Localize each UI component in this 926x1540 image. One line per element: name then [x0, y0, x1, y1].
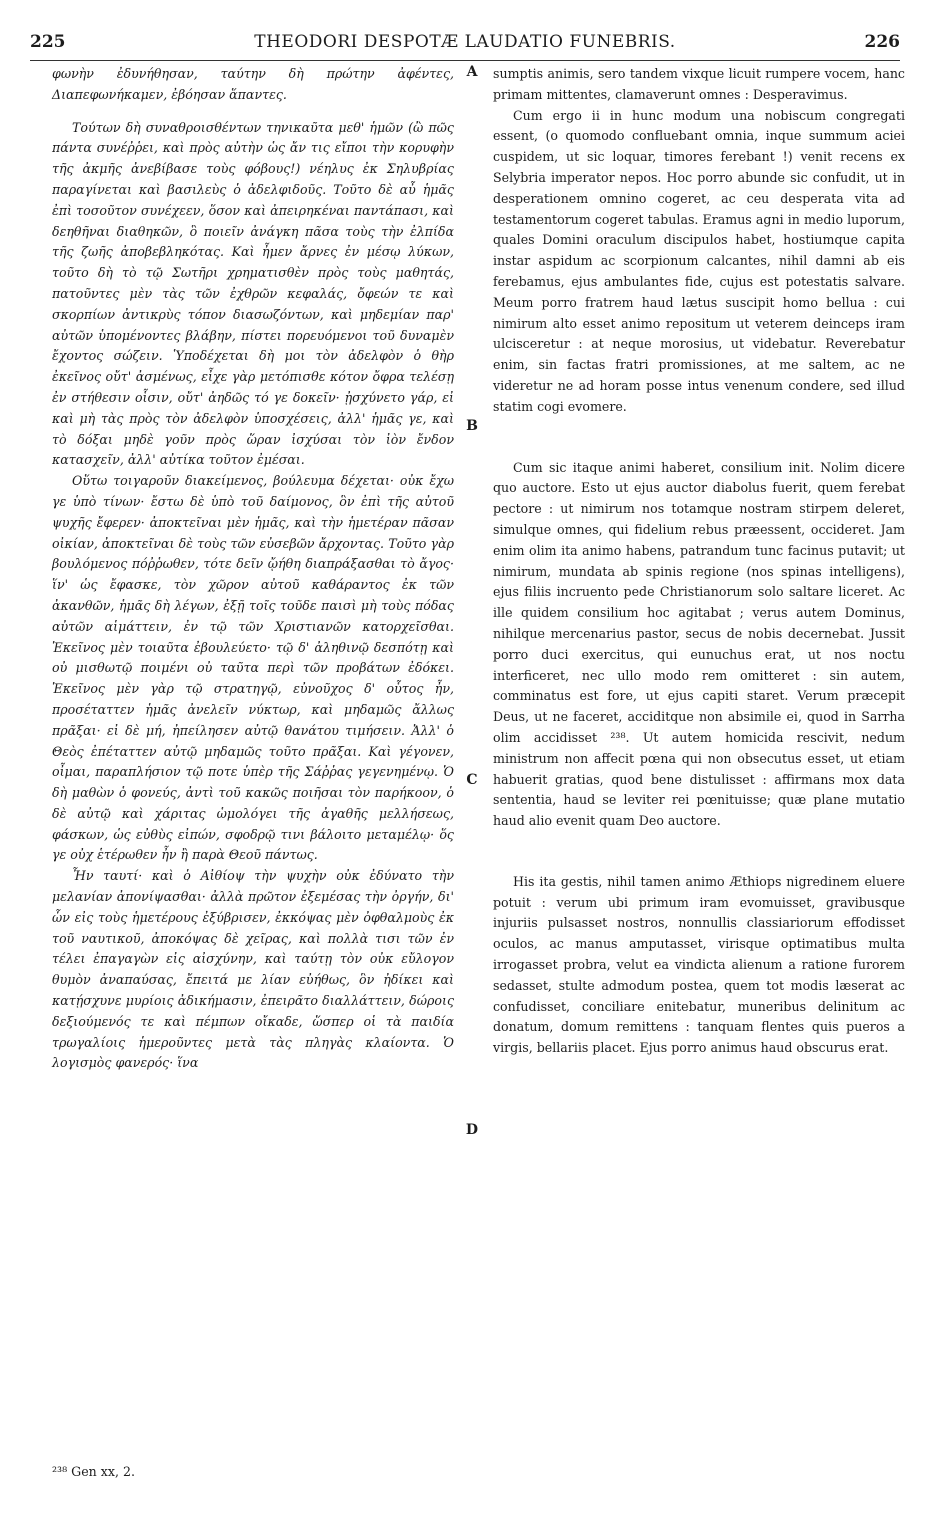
- greek-paragraph: Τούτων δὴ συναθροισθέντων τηνικαῦτα μεθ' ἡμῶν (ὢ πῶς πάντα συνέῤῥει, καὶ πρὸς αὐτὴν ὡς ἄν τις εἴποι τὴν κορυφὴν τῆς ἀκμῆς ἀνεβίβασε τοὺς φόβους!) νέηλυς ἐκ Σηλυβρίας παραγίνεται καὶ βασιλεὺς ὁ ἀδελφιδοῦς. Τοῦτο δὲ αὖ ἡμᾶς ἐπὶ τοσοῦτον συνέχεεν, ὅσον καὶ ἀπειρηκέναι παντάπασι, καὶ δεηθῆναι διαθηκῶν, ὃ ποιεῖν ἀνάγκη πᾶσα τοὺς τὴν ἐλπίδα τῆς ζωῆς ἀποβεβληκότας. Καὶ ἦμεν ἄρνες ἐν μέσῳ λύκων, τοῦτο δὴ τὸ τῷ Σωτῆρι χρηματισθὲν πρὸς τοὺς μαθητάς, πατοῦντες μὲν τὰς τῶν ἐχθρῶν κεφαλάς, ὄφεών τε καὶ σκορπίων ἀντικρὺς τόπον διασωζόντων, καὶ μηδεμίαν παρ' αὐτῶν ὑπομένοντες βλάβην, πίστει πορευόμενοι τοῦ δυναμὲν ἔχοντος σώζειν. Ὑποδέχεται δὴ μοι τὸν ἀδελφὸν ὁ θὴρ ἐκεῖνος οὔτ' ἀσμένως, εἶχε γὰρ μετόπισθε κότον ὄφρα τελέσῃ ἐν στήθεσιν οἷσιν, οὔτ' ἀηδῶς τό γε δοκεῖν· ᾐσχύνετο γάρ, εἰ καὶ μὴ τὰς πρὸς τὸν ἀδελφὸν ὑποσχέσεις, ἀλλ' ἡμᾶς γε, καὶ τὸ δόξαι μηδὲ γοῦν πρὸς ὥραν ἰσχύσαι τὸν ἰὸν ἔνδον κατασχεῖν, ἀλλ' αὐτίκα τοῦτον ἐμέσαι.: [52, 119, 454, 468]
- greek-paragraph: Οὕτω τοιγαροῦν διακείμενος, βούλευμα δέχεται· οὐκ ἔχω γε ὑπὸ τίνων· ἔστω δὲ ὑπὸ τοῦ δαίμονος, ὃν ἐπὶ τῆς αὐτοῦ ψυχῆς ἔφερεν· ἀποκτεῖναι μὲν ἡμᾶς, καὶ τὴν ἡμετέραν πᾶσαν οἰκίαν, ἀποκτεῖναι δὲ τοὺς τῶν εὐσεβῶν ἄρχοντας. Τοῦτο γὰρ βουλόμενος πόῤῥωθεν, τότε δεῖν ᾤήθη διαπράξασθαι τὸ ἄγος· ἵν' ὡς ἔφασκε, τὸν χῶρον αὐτοῦ καθάραντος ἐκ τῶν ἀκανθῶν, ἡμᾶς δὴ λέγων, ἐξῇ τοῖς τοῦδε παισὶ μὴ τοὺς πόδας αὐτῶν αἱμάττειν, ἐν τῷ τῶν Χριστιανῶν κατορχεῖσθαι. Ἐκεῖνος μὲν τοιαῦτα ἐβουλεύετο· τῷ δ' ἀληθινῷ δεσπότῃ καὶ οὐ μισθωτῷ ποιμένι οὐ ταῦτα περὶ τῶν προβάτων ἐδόκει. Ἐκεῖνος μὲν γὰρ τῷ στρατηγῷ, εὐνοῦχος δ' οὗτος ἦν, προσέταττεν ἡμᾶς ἀνελεῖν νύκτωρ, καὶ μηδαμῶς ἄλλως πρᾶξαι· εἰ δὲ μή, ἠπείλησεν αὐτῷ θανάτου τιμήσειν. Ἀλλ' ὁ Θεὸς ἐπέταττεν αὐτῷ μηδαμῶς τοῦτο πρᾶξαι. Καὶ γέγονεν, οἶμαι, παραπλήσιον τῷ ποτε ὑπὲρ τῆς Σάῤῥας γεγενημένῳ. Ὁ δὴ μαθὼν ὁ φονεύς, ἀντὶ τοῦ κακῶς ποιῆσαι τὸν παρήκοον, ὁ δὲ αὐτῷ καὶ χάριτας ὡμολόγει τῆς ἀγαθῆς μελλήσεως, φάσκων, ὡς εὐθὺς εἰπών, σφοδρῷ τινι βάλοιτο μεταμέλῳ· ὅς γε οὐχ ἑτέρωθεν ἦν ἢ παρὰ Θεοῦ πάντως.: [52, 473, 454, 863]
- greek-column: [52, 64, 454, 1074]
- latin-paragraph: sumptis animis, sero tandem vixque licuit rumpere vocem, hanc primam mittentes, clamaverunt omnes : Desperavimus.: [493, 66, 905, 102]
- section-marker-d: D: [465, 1122, 479, 1138]
- running-title: THEODORI DESPOTÆ LAUDATIO FUNEBRIS.: [254, 32, 676, 52]
- greek-paragraph: Ἦν ταυτί· καὶ ὁ Αἰθίοψ τὴν ψυχὴν οὐκ ἐδύνατο τὴν μελανίαν ἀπονίψασθαι· ἀλλὰ πρῶτον ἐξεμέσας τὴν ὀργήν, δι' ὧν εἰς τοὺς ἡμετέρους ἐξύβρισεν, ἐκκόψας μὲν ὀφθαλμοὺς ἐκ τοῦ ναυτικοῦ, ἀποκόψας δὲ χεῖρας, καὶ πολλὰ τισι τῶν ἐν τέλει ἐπαγαγὼν εἰς αἰσχύνην, καὶ ταύτῃ τὸν οὐκ εὔλογον θυμὸν ἀναπαύσας, ἔπειτά με λίαν εὐήθως, ὃν ἠδίκει καὶ κατῄσχυνε μυρίοις ἀδικήμασιν, ἐπειρᾶτο διαλλάττειν, δώροις δεξιούμενός τε καὶ πέμπων οἴκαδε, ὥσπερ οἱ τὰ παιδία τρωγαλίοις ἡμεροῦντες μετὰ τὰς πληγὰς κλαίοντα. Ὁ λογισμὸς φανερός· ἵνα: [52, 868, 454, 1071]
- latin-paragraph: His ita gestis, nihil tamen animo Æthiops nigredinem eluere potuit : verum ubi primum iram evomuisset, gravibusque injuriis pulsasset nostros, nonnullis classiariorum effodisset oculos, ac manus amputasset, virisque optimatibus multa irrogasset probra, velut ea vindicta alienum a ratione furorem sedasset, stulte admodum postea, quem tot modis læserat ac confudisset, conciliare enitebatur, muneribus delinitum ac donatum, domum remittens : tanquam flentes quis pueros a virgis, bellariis placet. Ejus porro animus haud obscurus erat.: [493, 873, 905, 1056]
- latin-column: [493, 64, 905, 1059]
- section-marker-c: C: [466, 772, 478, 788]
- page-number-right: 226: [864, 32, 900, 52]
- page-number-left: 225: [30, 32, 66, 52]
- footnote: ²³⁸ Gen xx, 2.: [52, 1464, 136, 1479]
- running-header: [30, 32, 900, 61]
- section-marker-a: A: [466, 64, 478, 80]
- latin-paragraph: Cum ergo ii in hunc modum una nobiscum congregati essent, (o quomodo confluebant omnia, inque summum aciei cuspidem, ut sic loquar, timores ferebant !) venit recens ex Selybria imperator nepos. Hoc porro abunde sic confudit, ut in desperationem omnino cogeret, ac ceu desperata vita ad testamentorum cogeret tabulas. Eramus agni in medio luporum, quales Domini oraculum discipulos habet, hostiumque capita instar aspidum ac scorpionum calcantes, nihil damni ab eis ferebamus, ejus ambulantes fide, cujus est potestatis salvare. Meum porro fratrem haud lætus suscipit homo bellua : cui nimirum alto esset animo repositum ut veterem deinceps iram ulcisceretur : at neque morosius, ut videbatur. Reverebatur enim, sin factas fratri promissiones, at me saltem, ac ne videretur ne ad horam posse intus venenum condere, sed illud statim cogi evomere.: [493, 107, 905, 414]
- section-marker-b: B: [466, 418, 478, 434]
- greek-paragraph: φωνὴν ἐδυνήθησαν, ταύτην δὴ πρώτην ἀφέντες, Διαπεφωνήκαμεν, ἐβόησαν ἅπαντες.: [52, 66, 454, 102]
- latin-paragraph: Cum sic itaque animi haberet, consilium init. Nolim dicere quo auctore. Esto ut ejus auctor diabolus fuerit, quem ferebat pectore : ut nimirum nos totamque nostram stirpem deleret, simulque omnes, qui fidelium rebus præessent, occideret. Jam enim olim ita animo habens, patrandum tunc facinus putavit; ut nimirum, mundata ab spinis regione (nos spinas intelligens), ejus filiis incruento pede Christianorum solo saltare liceret. Ac ille quidem consilium hoc agitabat ; verus autem Dominus, nihilque mercenarius pastor, secus de nobis decernebat. Jussit porro duci exercitus, qui eunuchus erat, ut nos noctu interficeret, nec ullo modo rem omitteret : sin autem, comminatus est fore, ut ejus capiti staret. Verum præcepit Deus, ut ne faceret, acciditque non absimile ei, quod in Sarrha olim accidisset ²³⁸. Ut autem homicida rescivit, nedum ministrum non affecit pœna qui non obsecutus esset, ut etiam habuerit gratias, quod bene distulisset : affirmans mox data sententia, haud se leviter rei pœnituisse; quæ plane mutatio haud alio evenit quam Deo auctore.: [493, 459, 905, 829]
